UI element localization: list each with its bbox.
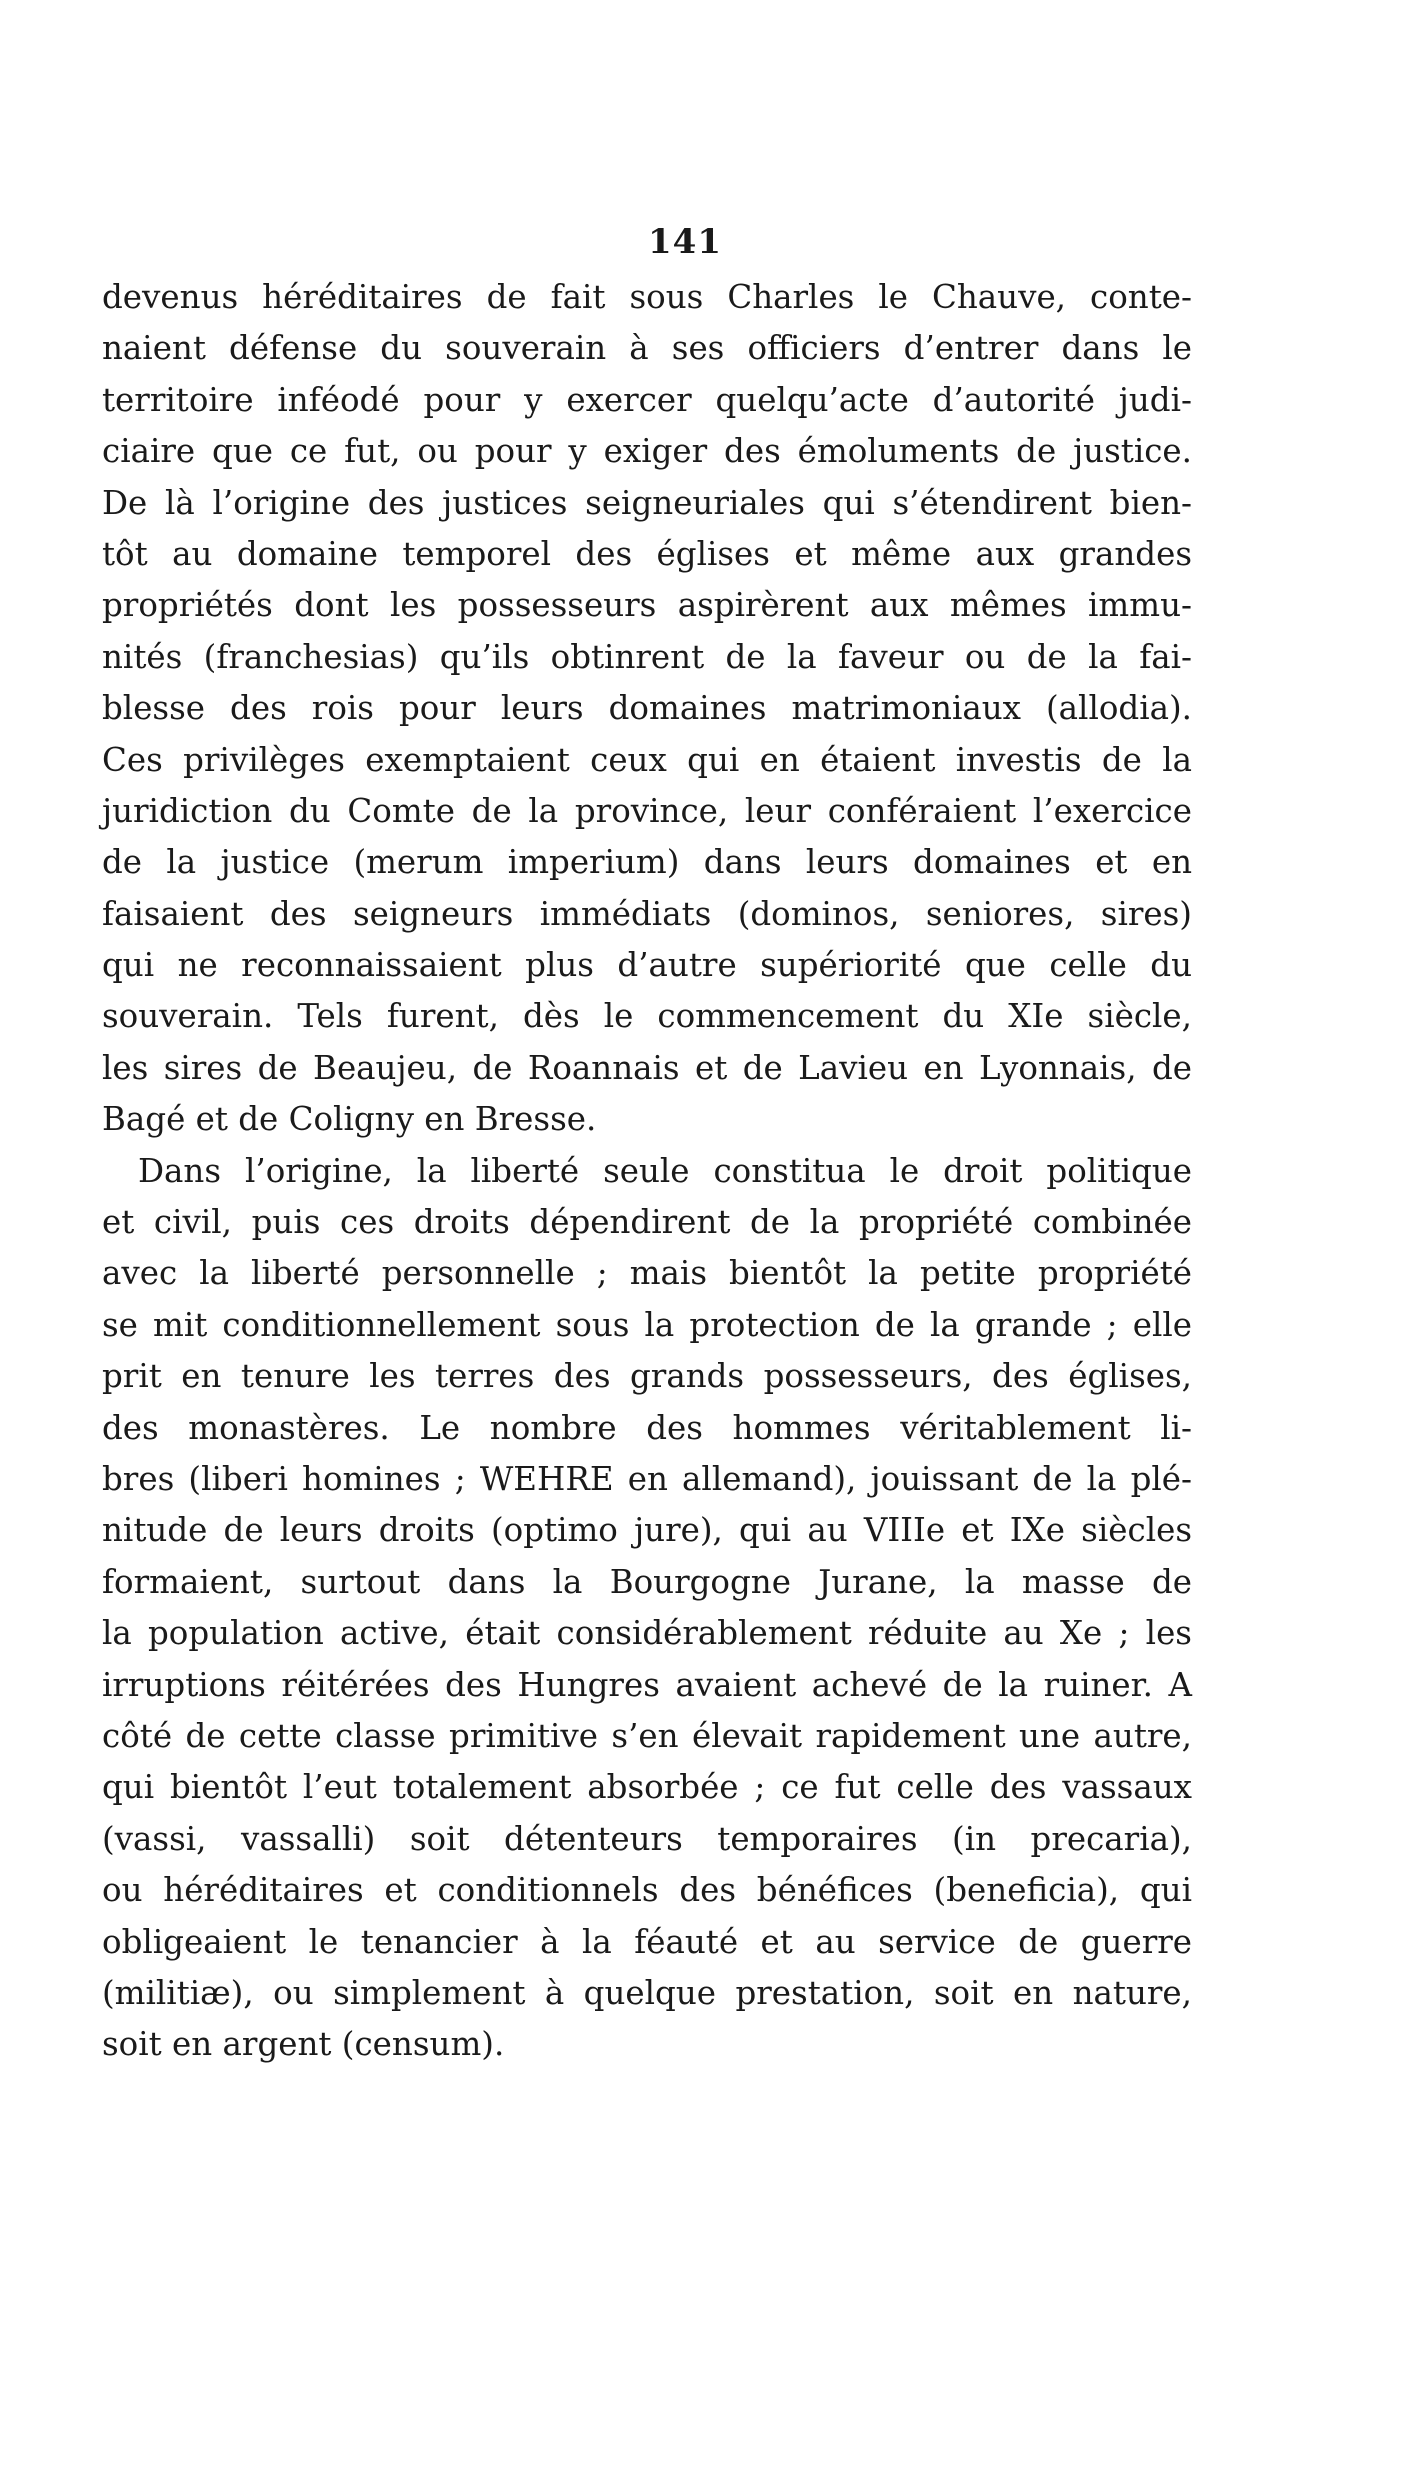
text-line: qui bientôt l’eut totalement absorbée ; ce fut celle des vassaux bbox=[102, 1768, 1192, 1807]
text-line: De là l’origine des justices seigneuriales qui s’étendirent bien- bbox=[102, 483, 1192, 522]
text-line: devenus héréditaires de fait sous Charles le Chauve, conte- bbox=[102, 278, 1192, 316]
text-line: de la justice (merum imperium) dans leurs domaines et en bbox=[102, 843, 1192, 882]
text-line: territoire inféodé pour y exercer quelqu’acte d’autorité judi- bbox=[102, 380, 1192, 419]
page-number: 141 bbox=[648, 222, 722, 262]
text-line: ciaire que ce fut, ou pour y exiger des émoluments de justice. bbox=[102, 432, 1192, 471]
text-line: Bagé et de Coligny en Bresse. bbox=[102, 1100, 597, 1139]
text-line: blesse des rois pour leurs domaines matrimoniaux (allodia). bbox=[102, 689, 1192, 728]
text-line: nités (franchesias) qu’ils obtinrent de la faveur ou de la fai- bbox=[102, 637, 1192, 676]
text-line: des monastères. Le nombre des hommes véritablement li- bbox=[102, 1408, 1192, 1447]
text-line: la population active, était considérablement réduite au Xe ; les bbox=[102, 1614, 1192, 1653]
text-line: Ces privilèges exemptaient ceux qui en étaient investis de la bbox=[102, 740, 1192, 779]
text-line: avec la liberté personnelle ; mais bientôt la petite propriété bbox=[102, 1254, 1192, 1293]
text-line: naient défense du souverain à ses officiers d’entrer dans le bbox=[102, 329, 1192, 368]
text-line: juridiction du Comte de la province, leur conféraient l’exercice bbox=[102, 791, 1192, 830]
text-line: formaient, surtout dans la Bourgogne Jurane, la masse de bbox=[102, 1562, 1192, 1601]
text-line: (vassi, vassalli) soit détenteurs temporaires (in precaria), bbox=[102, 1819, 1192, 1858]
text-line: bres (liberi homines ; WEHRE en allemand), jouissant de la plé- bbox=[102, 1459, 1192, 1498]
text-line: Dans l’origine, la liberté seule constitua le droit politique bbox=[138, 1151, 1192, 1190]
text-line: ou héréditaires et conditionnels des bénéfices (beneficia), qui bbox=[102, 1871, 1192, 1910]
text-line: soit en argent (censum). bbox=[102, 2025, 505, 2064]
text-line: et civil, puis ces droits dépendirent de la propriété combinée bbox=[102, 1203, 1192, 1242]
text-line: souverain. Tels furent, dès le commencement du XIe siècle, bbox=[102, 997, 1192, 1036]
text-line: (militiæ), ou simplement à quelque prestation, soit en nature, bbox=[102, 1973, 1192, 2012]
text-line: prit en tenure les terres des grands possesseurs, des églises, bbox=[102, 1357, 1192, 1396]
text-line: faisaient des seigneurs immédiats (dominos, seniores, sires) bbox=[102, 894, 1192, 933]
text-line: les sires de Beaujeu, de Roannais et de Lavieu en Lyonnais, de bbox=[102, 1048, 1192, 1087]
text-line: nitude de leurs droits (optimo jure), qui au VIIIe et IXe siècles bbox=[102, 1511, 1192, 1550]
body-text bbox=[102, 272, 1192, 2071]
text-line: propriétés dont les possesseurs aspirèrent aux mêmes immu- bbox=[102, 586, 1192, 625]
text-line: côté de cette classe primitive s’en élevait rapidement une autre, bbox=[102, 1716, 1192, 1755]
text-line: se mit conditionnellement sous la protection de la grande ; elle bbox=[102, 1305, 1192, 1344]
text-line: qui ne reconnaissaient plus d’autre supériorité que celle du bbox=[102, 946, 1192, 985]
text-line: obligeaient le tenancier à la féauté et au service de guerre bbox=[102, 1922, 1192, 1961]
text-line: tôt au domaine temporel des églises et même aux grandes bbox=[102, 534, 1192, 573]
text-line: irruptions réitérées des Hungres avaient achevé de la ruiner. A bbox=[102, 1665, 1192, 1704]
